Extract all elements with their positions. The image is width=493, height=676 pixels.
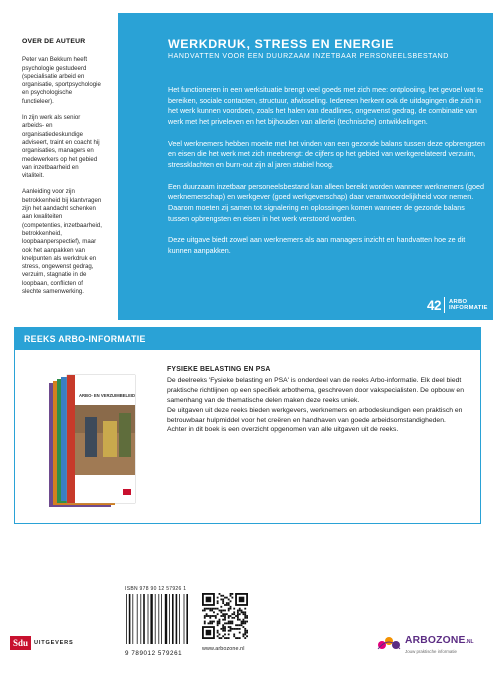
author-paragraph-1: Peter van Bekkum heeft psychologie gestudeerd (specialisatie arbeid en organisatie, sportpsychologie en psychologische functieleer). [22, 56, 101, 105]
series-book-title: FYSIEKE BELASTING EN PSA [167, 366, 271, 373]
isbn-label: ISBN 978 90 12 57926 1 [125, 586, 187, 592]
series-paragraph-2: De uitgaven uit deze reeks bieden werkgevers, werknemers en arbodeskundigen een praktisch en betrouwbaar hulpmiddel voor het creëren en handhaven van goede arbeidsomstandigheden. [167, 406, 463, 424]
series-description [167, 365, 465, 435]
description-paragraph-2: Veel werknemers hebben moeite met het vinden van een gezonde balans tussen deze opbrengsten en eisen die het werk met zich meebrengt: de cijfers op het gebied van werkgerelateerd verzuim, stressklachten en burn-out zijn al jaren stabiel hoog. [168, 138, 485, 170]
series-paragraph-3: Achter in dit boek is een overzicht opgenomen van alle uitgaven uit de reeks. [167, 426, 399, 434]
book-subtitle: HANDVATTEN VOOR EEN DUURZAAM INZETBAAR PERSONEELSBESTAND [168, 53, 449, 60]
series-number: 42 [427, 297, 442, 313]
author-paragraph-3: Aanleiding voor zijn betrokkenheid bij klantvragen zijn het aandacht schenken aan kwaliteiten (competenties, inzetbaarheid, betrokkenheid, loopbaanperspectief), maar ook het aanpakken van knelpunten als werkdruk en stress, ongewenst gedrag, verzuim, stagnatie in de loopbaan, conflicten of slechte samenwerking. [22, 188, 102, 296]
series-header: REEKS ARBO-INFORMATIE [15, 328, 480, 350]
sdu-logo-text: UITGEVERS [34, 640, 74, 646]
qr-block [202, 593, 250, 652]
book-title: WERKDRUK, STRESS EN ENERGIE [168, 37, 395, 51]
book-cover-title: ARBO- EN VERZUIMBELEID [79, 393, 136, 398]
barcode-image [125, 594, 191, 644]
author-section [22, 38, 102, 304]
series-paragraph-1: De deelreeks 'Fysieke belasting en PSA' is onderdeel van de reeks Arbo-informatie. Elk deel biedt praktische richtlijnen op een specifiek arbothema, geschreven door vakspecialisten. De opbouw en samenhang van de thematische delen maken deze reeks uniek. [167, 376, 464, 404]
description-paragraph-4: Deze uitgave biedt zowel aan werknemers als aan managers inzicht en handvatten hoe ze dit kunnen aanpakken. [168, 235, 466, 255]
description-paragraph-3: Een duurzaam inzetbaar personeelsbestand kan alleen bereikt worden wanneer werknemers (goed werknemerschap) en werkgever (goed werkgeverschap) daar verantwoordelijkheid voor nemen. Daarom moeten zij samen tot signalering en oplossingen komen wanneer de gezonde balans tussen opbrengsten en eisen in het werk verstoord worden. [168, 181, 485, 223]
arbozone-tld: .NL [465, 639, 474, 645]
author-heading: OVER DE AUTEUR [22, 38, 86, 45]
website-link[interactable]: www.arbozone.nl [202, 646, 245, 652]
description-panel [118, 13, 493, 320]
series-name [449, 299, 488, 311]
barcode-digits: 9 789012 579261 [125, 650, 183, 657]
description-paragraph-1: Het functioneren in een werksituatie brengt veel goeds met zich mee: ontplooiing, het gevoel wat te bereiken, sociale contacten, structuur, afwisseling. Iedereen herkent ook de uitdagingen die zich in het werk kunnen voordoen, zoals het halen van deadlines, ongewenst gedrag, de combinatie van werk met het priveleven en het bijhouden van allerlei (technische) ontwikkelingen. [168, 85, 484, 127]
barcode-block [125, 586, 195, 657]
book-stack-image [45, 373, 145, 513]
arbozone-logo [376, 630, 474, 654]
series-name-line-1: ARBO [449, 298, 468, 305]
series-name-line-2: INFORMATIE [449, 305, 488, 311]
arbozone-name: ARBOZONE [405, 635, 466, 646]
arbozone-icon [376, 633, 402, 651]
series-info-box [14, 327, 481, 524]
sdu-logo [10, 636, 74, 650]
description-body [168, 85, 486, 267]
author-paragraph-2: In zijn werk als senior arbeids- en organisatiedeskundige adviseert, traint en coacht hij organisaties, managers en medewerkers op het gebied van inzetbaarheid en vitaliteit. [22, 114, 100, 180]
badge-divider [444, 297, 445, 313]
sdu-logo-box: Sdu [10, 636, 31, 650]
series-number-badge [427, 296, 488, 314]
arbozone-tagline: Jouw praktische informatie [405, 649, 457, 654]
qr-code-image [202, 593, 248, 639]
